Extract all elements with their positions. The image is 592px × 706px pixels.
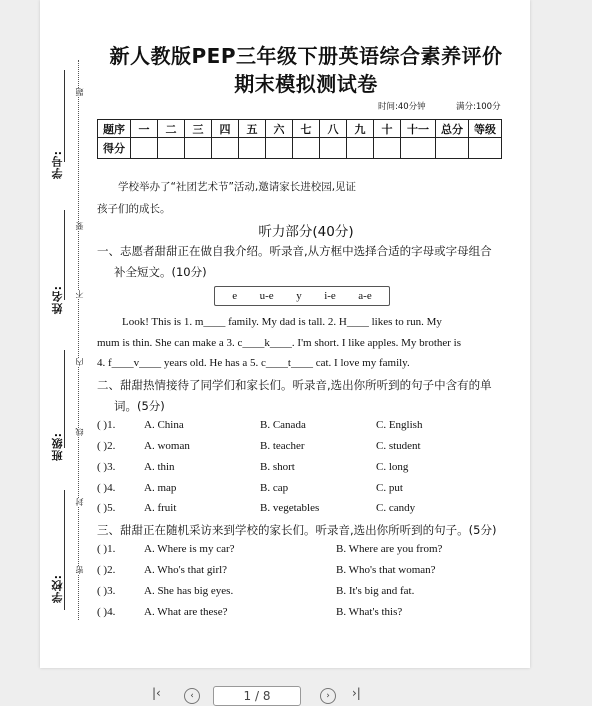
option-a: A. fruit: [144, 502, 177, 514]
page-indicator[interactable]: 1 / 8: [213, 686, 301, 706]
seal-char: 封: [75, 498, 84, 506]
listening-section-title: 听力部分(40分): [258, 224, 354, 240]
score-cell: [401, 138, 436, 159]
part2-instruction: 二、甜甜热情接待了同学们和家长们。听录音,选出你所听到的句子中含有的单: [97, 378, 492, 392]
score-table: [97, 119, 502, 159]
option-a: A. map: [144, 482, 177, 494]
score-cell: [469, 138, 502, 159]
seal-char: 内: [75, 358, 84, 366]
question-number: ( )3.: [97, 461, 116, 473]
score-header-cell: 八: [320, 120, 347, 138]
option-b: B. cap: [260, 482, 289, 494]
option-b: B. What's this?: [336, 606, 403, 618]
question-number: ( )1.: [97, 419, 116, 431]
class-line: [64, 350, 65, 448]
first-page-icon[interactable]: |‹: [152, 686, 161, 700]
score-cell: [158, 138, 185, 159]
option-a: A. China: [144, 419, 184, 431]
score-cell: [320, 138, 347, 159]
option-a: A. Where is my car?: [144, 543, 235, 555]
exam-title-line2: 期末模拟测试卷: [234, 72, 378, 96]
letter-choice: e: [232, 290, 238, 302]
question-number: ( )5.: [97, 502, 116, 514]
passage-line2: mum is thin. She can make a 3. c____k____. I'm short. I like apples. My brother is: [97, 337, 462, 349]
score-header-cell: 等级: [469, 120, 502, 138]
prev-page-icon[interactable]: ‹: [184, 688, 200, 704]
score-header-cell: 三: [185, 120, 212, 138]
intro-line2: 孩子们的成长。: [97, 203, 171, 215]
score-header-cell: 四: [212, 120, 239, 138]
viewer-toolbar: [0, 686, 592, 701]
score-cell: [347, 138, 374, 159]
score-cell: [239, 138, 266, 159]
part2-instruction-cont: 词。(5分): [114, 399, 165, 413]
class-label: 班级:: [51, 432, 64, 462]
score-cell: [436, 138, 469, 159]
exam-title-line1: 新人教版PEP三年级下册英语综合素养评价: [109, 44, 503, 68]
part1-instruction: 一、志愿者甜甜正在做自我介绍。听录音,从方框中选择合适的字母或字母组合: [97, 244, 492, 258]
letter-choice: y: [296, 290, 302, 302]
score-cell: [266, 138, 293, 159]
next-page-icon[interactable]: ›: [320, 688, 336, 704]
question-number: ( )2.: [97, 440, 116, 452]
option-b: B. Where are you from?: [336, 543, 443, 555]
part1-instruction-cont: 补全短文。(10分): [114, 265, 207, 279]
seal-char: 不: [75, 290, 84, 298]
score-cell: [293, 138, 320, 159]
intro-line1: 学校举办了“社团艺术节”活动,邀请家长进校园,见证: [118, 181, 357, 193]
option-c: C. student: [376, 440, 421, 452]
seal-char: 线: [75, 428, 84, 436]
option-c: C. candy: [376, 502, 416, 514]
score-cell: [374, 138, 401, 159]
score-header-cell: 题序: [98, 120, 131, 138]
score-row-label: 得分: [98, 138, 131, 159]
passage-line3: 4. f____v____ years old. He has a 5. c____t____ cat. I love my family.: [97, 357, 410, 369]
question-number: ( )3.: [97, 585, 116, 597]
letter-choice: i-e: [324, 290, 336, 302]
score-cell: [212, 138, 239, 159]
option-b: B. teacher: [260, 440, 305, 452]
option-a: A. woman: [144, 440, 190, 452]
seal-char: 密: [75, 566, 84, 574]
option-c: C. long: [376, 461, 409, 473]
score-header-cell: 五: [239, 120, 266, 138]
letter-choice: u-e: [259, 290, 274, 302]
letter-choice-box: [214, 286, 390, 306]
score-cell: [131, 138, 158, 159]
score-header-cell: 六: [266, 120, 293, 138]
seal-line: [78, 60, 79, 620]
option-c: C. put: [376, 482, 403, 494]
score-header-cell: 总分: [436, 120, 469, 138]
name-label: 姓名:: [51, 285, 64, 315]
score-cell: [185, 138, 212, 159]
score-header-cell: 十一: [401, 120, 436, 138]
school-line: [64, 490, 65, 610]
score-header-cell: 九: [347, 120, 374, 138]
exam-full-score: 满分:100分: [456, 102, 501, 112]
letter-choice: a-e: [358, 290, 372, 302]
score-header-cell: 二: [158, 120, 185, 138]
option-a: A. What are these?: [144, 606, 228, 618]
option-c: C. English: [376, 419, 423, 431]
student-no-label: 学号:: [51, 150, 64, 180]
score-header-cell: 一: [131, 120, 158, 138]
option-b: B. vegetables: [260, 502, 320, 514]
exam-time: 时间:40分钟: [378, 102, 426, 112]
seal-char: 要: [75, 222, 84, 230]
option-a: A. thin: [144, 461, 175, 473]
seal-char: 题: [75, 88, 84, 96]
passage-line1: Look! This is 1. m____ family. My dad is tall. 2. H____ likes to run. My: [122, 316, 442, 328]
option-a: A. She has big eyes.: [144, 585, 234, 597]
question-number: ( )4.: [97, 482, 116, 494]
score-table-score-row: [98, 138, 502, 159]
option-b: B. short: [260, 461, 295, 473]
question-number: ( )2.: [97, 564, 116, 576]
option-b: B. Canada: [260, 419, 306, 431]
score-header-cell: 十: [374, 120, 401, 138]
option-b: B. Who's that woman?: [336, 564, 436, 576]
option-a: A. Who's that girl?: [144, 564, 228, 576]
question-number: ( )4.: [97, 606, 116, 618]
score-table-header-row: [98, 120, 502, 138]
part3-instruction: 三、甜甜正在随机采访来到学校的家长们。听录音,选出你所听到的句子。(5分): [97, 523, 497, 537]
school-label: 学校:: [51, 574, 64, 604]
score-header-cell: 七: [293, 120, 320, 138]
last-page-icon[interactable]: ›|: [352, 686, 361, 700]
option-b: B. It's big and fat.: [336, 585, 415, 597]
question-number: ( )1.: [97, 543, 116, 555]
